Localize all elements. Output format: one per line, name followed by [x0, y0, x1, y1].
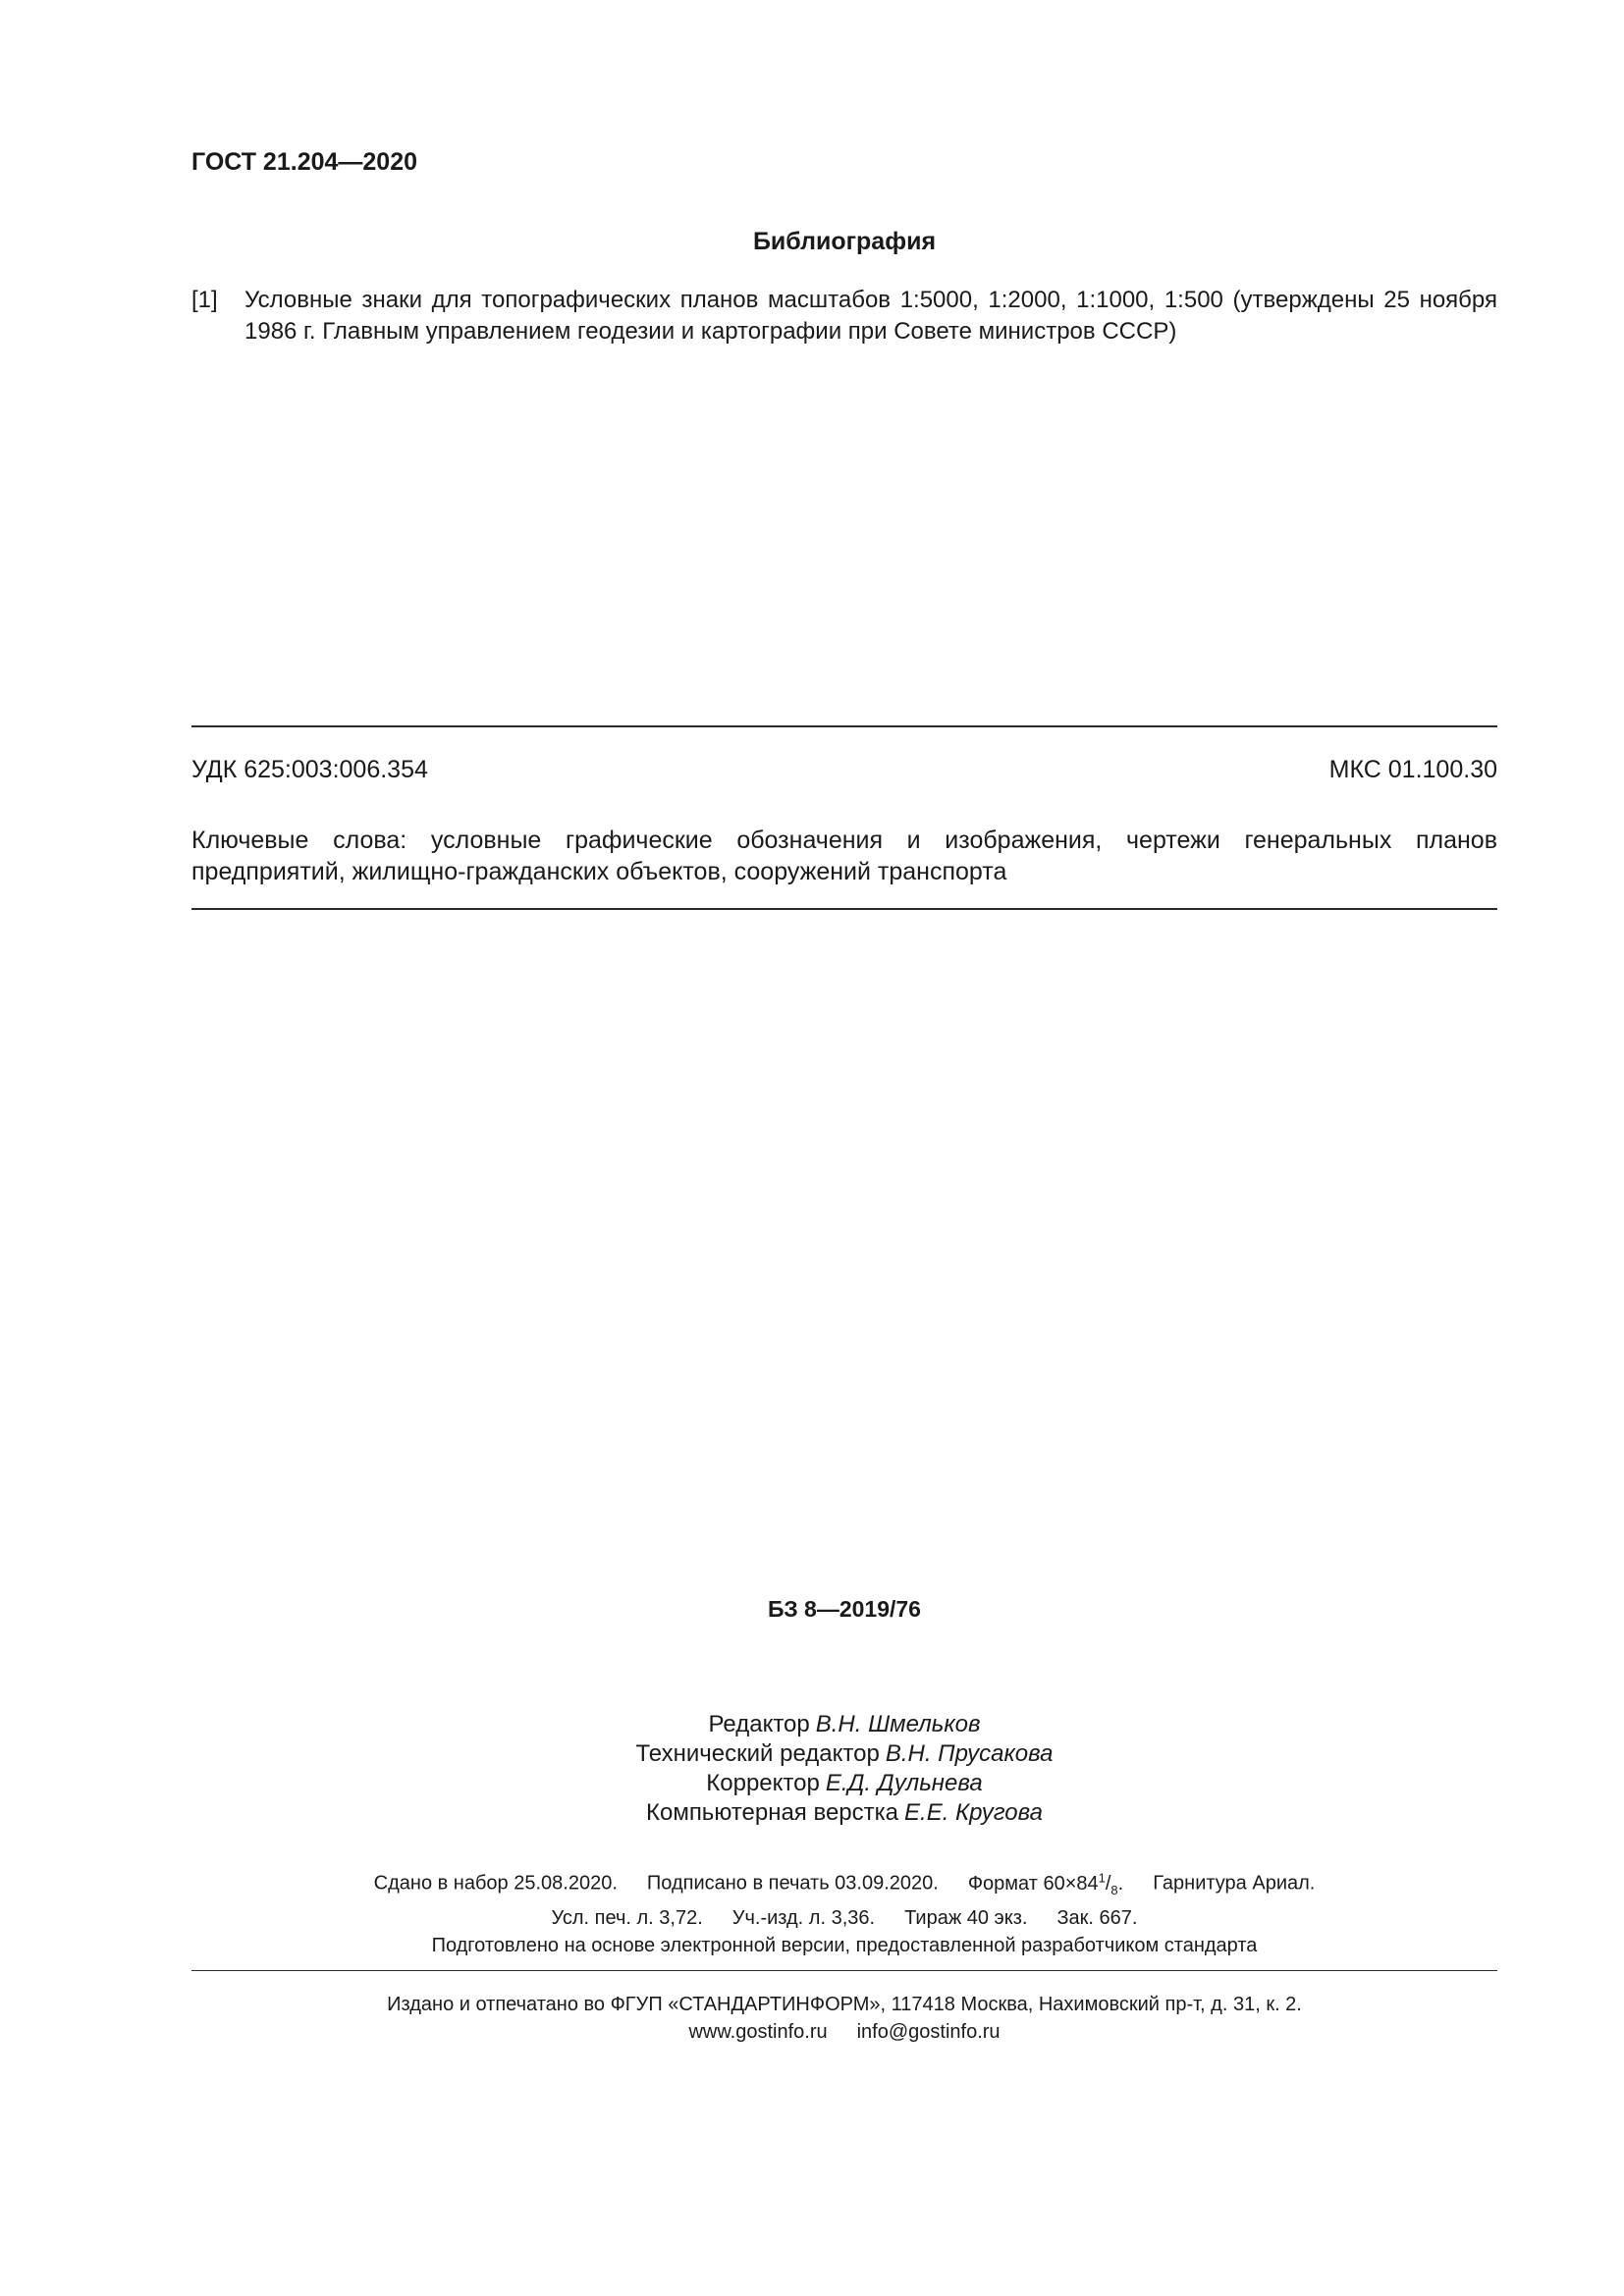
imprint-line-1 [0, 1864, 1624, 1904]
credit-role: Корректор [706, 1770, 820, 1796]
publisher-email: info@gostinfo.ru [856, 2021, 1001, 2043]
imprint-format: Формат $60\times 84^1/_8$. [967, 1870, 1124, 1897]
imprint-block [0, 1864, 1624, 1959]
publisher-website: www.gostinfo.ru [688, 2021, 828, 2043]
bibliography-title: Библиография [752, 228, 937, 255]
keywords-line-1: Ключевые слова: условные графические обозначения и изображения, чертежи генеральных планов [191, 827, 1497, 854]
publisher-block [0, 1991, 1624, 2046]
credit-name: В.Н. Шмельков [815, 1711, 981, 1737]
imprint-prepared: Подготовлено на основе электронной версии, предоставленной разработчиком стандарта [431, 1934, 1258, 1956]
credit-corrector [0, 1769, 1624, 1798]
imprint-line-2 [0, 1904, 1624, 1932]
credit-role: Компьютерная верстка [645, 1799, 899, 1826]
imprint-signed: Подписано в печать 03.09.2020. [646, 1872, 939, 1895]
keywords-line-2: предприятий, жилищно-гражданских объектов, сооружений транспорта [191, 858, 1007, 885]
standard-header: ГОСТ 21.204—2020 [191, 148, 418, 176]
divider-keywords [191, 908, 1497, 910]
bz-number: БЗ 8—2019/76 [768, 1596, 921, 1622]
bibliography-entry [191, 285, 1497, 347]
publisher-line: Издано и отпечатано во ФГУП «СТАНДАРТИНФОРМ», 117418 Москва, Нахимовский пр-т, д. 31, к. 2. [387, 1994, 1302, 2015]
mks-code: МКС 01.100.30 [1328, 756, 1497, 783]
credit-name: Е.Е. Кругова [904, 1799, 1043, 1826]
divider-bottom [191, 1970, 1497, 1971]
imprint-circulation: Тираж 40 экз. [904, 1906, 1028, 1929]
credit-name: Е.Д. Дульнева [825, 1770, 983, 1796]
divider-top [191, 725, 1497, 727]
udk-code: УДК 625:003:006.354 [191, 756, 428, 783]
bibliography-entry-text: Условные знаки для топографических планов масштабов 1:5000, 1:2000, 1:1000, 1:500 (утверждены 25 ноября 1986 г. Главным управлением геодезии и картографии при Совете министров СССР) [244, 287, 1497, 345]
imprint-pub-sheets: Уч.-изд. л. 3,36. [731, 1906, 876, 1929]
publisher-contacts [0, 2018, 1624, 2046]
credit-editor [0, 1710, 1624, 1739]
imprint-order: Зак. 667. [1056, 1906, 1138, 1929]
credit-role: Редактор [708, 1711, 810, 1737]
credit-name: В.Н. Прусакова [885, 1740, 1054, 1767]
credits-block [0, 1710, 1624, 1828]
keywords [191, 825, 1497, 887]
imprint-print-sheets: Усл. печ. л. 3,72. [551, 1906, 703, 1929]
bibliography-entry-number: [1] [191, 287, 218, 313]
imprint-typeface: Гарнитура Ариал. [1153, 1872, 1316, 1895]
credit-role: Технический редактор [635, 1740, 880, 1767]
credit-tech-editor [0, 1739, 1624, 1769]
imprint-submitted: Сдано в набор 25.08.2020. [373, 1872, 618, 1895]
credit-layout [0, 1798, 1624, 1828]
